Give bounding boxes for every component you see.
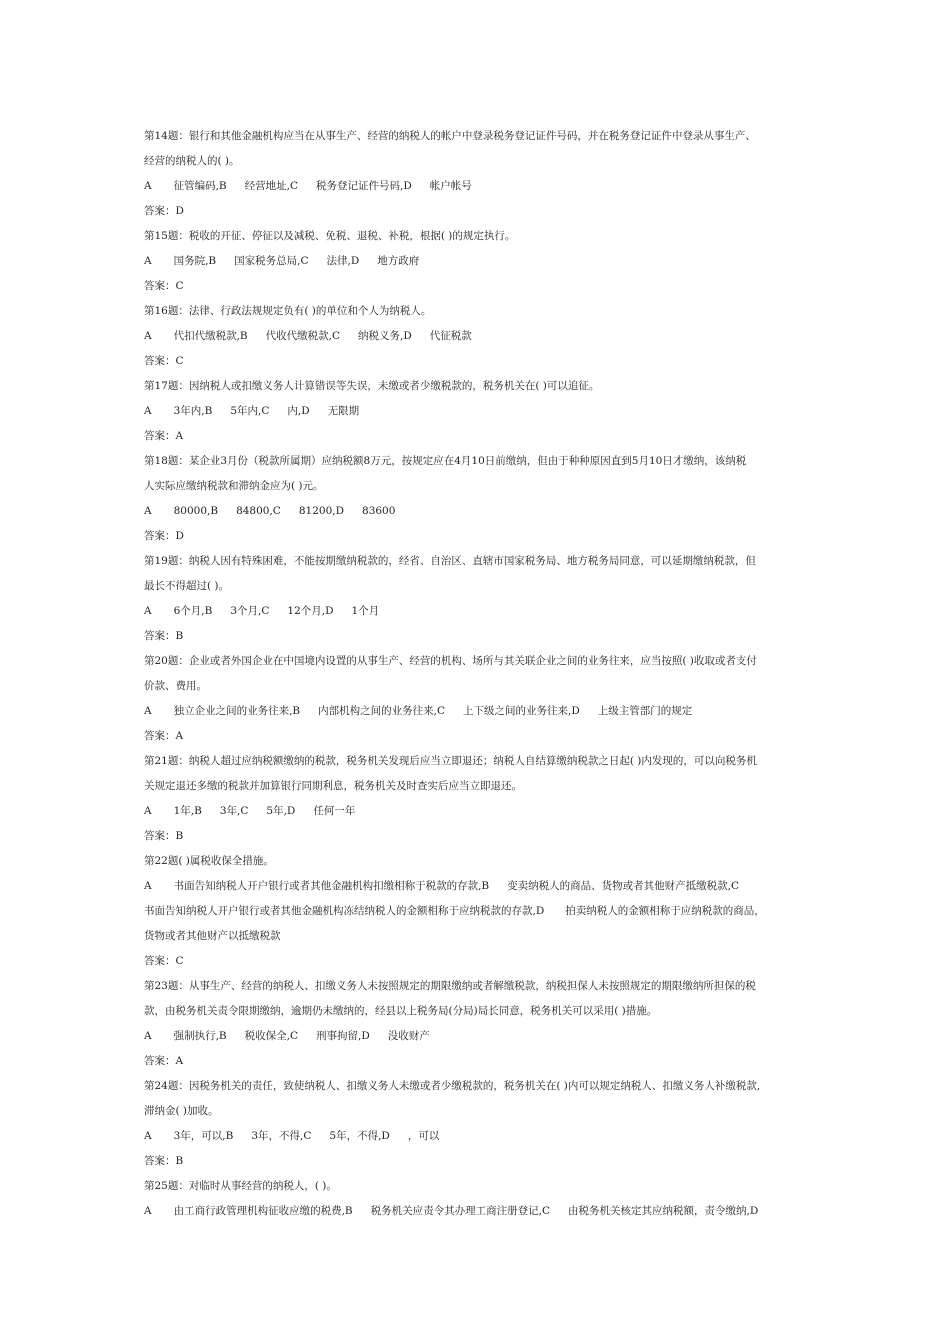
answer-text: 答案：D [144,530,184,542]
option-text: 纳税义务,D [358,330,412,342]
question-text: 第25题：对临时从事经营的纳税人，( )。 [144,1180,337,1192]
option-text: 地方政府 [377,255,420,267]
answer-text: 答案：C [144,280,184,292]
option-text: 国家税务总局,C [234,255,309,267]
question-text: 第21题：纳税人超过应纳税额缴纳的税款，税务机关发现后应当立即退还；纳税人自结算缴纳税款之日起( )内发现的，可以向税务机 [144,755,757,767]
option-text: 国务院,B [173,255,217,267]
option-text: 3个月,C [230,605,270,617]
options-row [144,699,814,724]
question-text: 第15题：税收的开征、停征以及减税、免税、退税、补税，根据( )的规定执行。 [144,230,516,242]
options-row [144,799,814,824]
option-text: 1年,B [173,805,202,817]
option-text: 由工商行政管理机构征收应缴的税费,B [173,1205,353,1217]
option-text: 税收保全,C [244,1030,299,1042]
question-text-continued: 滞纳金( )加收。 [144,1105,219,1117]
question-text: 第17题：因纳税人或扣缴义务人计算错误等失误，未缴或者少缴税款的，税务机关在( )可以追征。 [144,380,600,392]
option-text-continued: 货物或者其他财产以抵缴税款 [144,930,281,942]
option-text: ，可以 [407,1130,440,1142]
answer-text: 答案：A [144,730,184,742]
option-text: 6个月,B [173,605,213,617]
option-text: 变卖纳税人的商品、货物或者其他财产抵缴税款,C [507,880,740,892]
question-block [144,299,814,374]
question-text: 第20题：企业或者外国企业在中国境内设置的从事生产、经营的机构、场所与其关联企业之间的业务往来，应当按照( )收取或者支付 [144,655,757,667]
question-text: 第18题：某企业3月份（税款所属期）应纳税额8万元，按规定应在4月10日前缴纳，但由于种种原因直到5月10日才缴纳，该纳税 [144,455,747,467]
answer-text: 答案：B [144,630,184,642]
option-text: 1个月 [351,605,380,617]
option-text: A [144,605,152,617]
option-text: 书面告知纳税人开户银行或者其他金融机构扣缴相称于税款的存款,B [173,880,490,892]
option-text: 3年，可以,B [173,1130,234,1142]
option-text: A [144,805,152,817]
option-text: 代征税款 [429,330,472,342]
option-text: 5年，不得,D [329,1130,390,1142]
option-text: 经营地址,C [244,180,299,192]
question-block [144,974,814,1074]
question-block [144,649,814,749]
option-text: 5年,D [266,805,296,817]
option-text: 代收代缴税款,C [265,330,341,342]
option-text: A [144,705,152,717]
question-block [144,224,814,299]
option-text: 81200,D [298,505,345,517]
options-row [144,1024,814,1049]
option-text: A [144,1030,152,1042]
option-text: 强制执行,B [173,1030,227,1042]
question-block [144,749,814,849]
option-text: 83600 [362,505,396,517]
option-text: 没收财产 [387,1030,430,1042]
question-text-continued: 经营的纳税人的( )。 [144,155,240,167]
question-text-continued: 价款、费用。 [144,680,207,692]
question-block [144,849,814,974]
answer-text: 答案：C [144,955,184,967]
question-block [144,124,814,224]
option-text: 3年,C [219,805,249,817]
option-text: A [144,255,152,267]
answer-text: 答案：B [144,830,184,842]
option-text: 内,D [287,405,310,417]
options-row [144,399,814,424]
option-text: 3年内,B [173,405,213,417]
option-text: 代扣代缴税款,B [173,330,248,342]
question-text: 第19题：纳税人因有特殊困难，不能按期缴纳税款的，经省、自治区、直辖市国家税务局、地方税务局同意，可以延期缴纳税款，但 [144,555,756,567]
options-row [144,1124,814,1149]
option-text: 12个月,D [287,605,334,617]
question-text: 第23题：从事生产、经营的纳税人、扣缴义务人未按照规定的期限缴纳或者解缴税款，纳税担保人未按照规定的期限缴纳所担保的税 [144,980,756,992]
option-text: 独立企业之间的业务往来,B [173,705,301,717]
option-text: 84800,C [236,505,281,517]
question-text-continued: 款，由税务机关责令限期缴纳，逾期仍未缴纳的，经县以上税务局(分局)局长同意，税务机关可以采用( )措施。 [144,1005,658,1017]
answer-text: 答案：A [144,430,184,442]
option-text: 由税务机关核定其应纳税额，责令缴纳,D [568,1205,759,1217]
option-text: A [144,180,152,192]
option-text: 内部机构之间的业务往来,C [318,705,446,717]
option-text: 无限期 [327,405,360,417]
answer-text: 答案：A [144,1055,184,1067]
options-row [144,1199,814,1224]
question-text-continued: 关规定退还多缴的税款并加算银行同期利息，税务机关及时查实后应当立即退还。 [144,780,522,792]
option-text: 法律,D [326,255,360,267]
options-row [144,874,814,899]
question-block [144,1074,814,1174]
option-text: 税务机关应责令其办理工商注册登记,C [370,1205,551,1217]
question-block [144,374,814,449]
question-text-continued: 最长不得超过( )。 [144,580,230,592]
option-text: 上下级之间的业务往来,D [463,705,580,717]
option-text: 80000,B [173,505,219,517]
option-text: 上级主管部门的规定 [597,705,693,717]
option-text-continued: 书面告知纳税人开户银行或者其他金融机构冻结纳税人的金额相称于应纳税款的存款,D 拍卖纳税人的金额相称于应纳税款的商品， [144,905,765,917]
option-text: A [144,1130,152,1142]
options-row [144,599,814,624]
option-text: A [144,880,152,892]
question-text: 第16题：法律、行政法规规定负有( )的单位和个人为纳税人。 [144,305,432,317]
question-text: 第24题：因税务机关的责任，致使纳税人、扣缴义务人未缴或者少缴税款的，税务机关在( )内可以规定纳税人、扣缴义务人补缴税款, [144,1080,761,1092]
option-text: 征管编码,B [173,180,227,192]
answer-text: 答案：D [144,205,184,217]
question-text: 第22题( )属税收保全措施。 [144,855,274,867]
question-text-continued: 人实际应缴纳税款和滞纳金应为( )元。 [144,480,324,492]
options-row [144,174,814,199]
option-text: 帐户帐号 [429,180,472,192]
options-row [144,324,814,349]
option-text: 税务登记证件号码,D [316,180,412,192]
question-block [144,1174,814,1224]
question-text: 第14题：银行和其他金融机构应当在从事生产、经营的纳税人的帐户中登录税务登记证件号码，并在税务登记证件中登录从事生产、 [144,130,756,142]
option-text: A [144,330,152,342]
answer-text: 答案：C [144,355,184,367]
option-text: 刑事拘留,D [316,1030,370,1042]
option-text: A [144,405,152,417]
question-block [144,549,814,649]
question-block [144,449,814,549]
option-text: 3年，不得,C [251,1130,312,1142]
answer-text: 答案：B [144,1155,184,1167]
options-row [144,499,814,524]
question-list [144,124,814,1224]
option-text: 5年内,C [230,405,270,417]
option-text: A [144,1205,152,1217]
option-text: A [144,505,152,517]
options-row [144,249,814,274]
option-text: 任何一年 [313,805,356,817]
